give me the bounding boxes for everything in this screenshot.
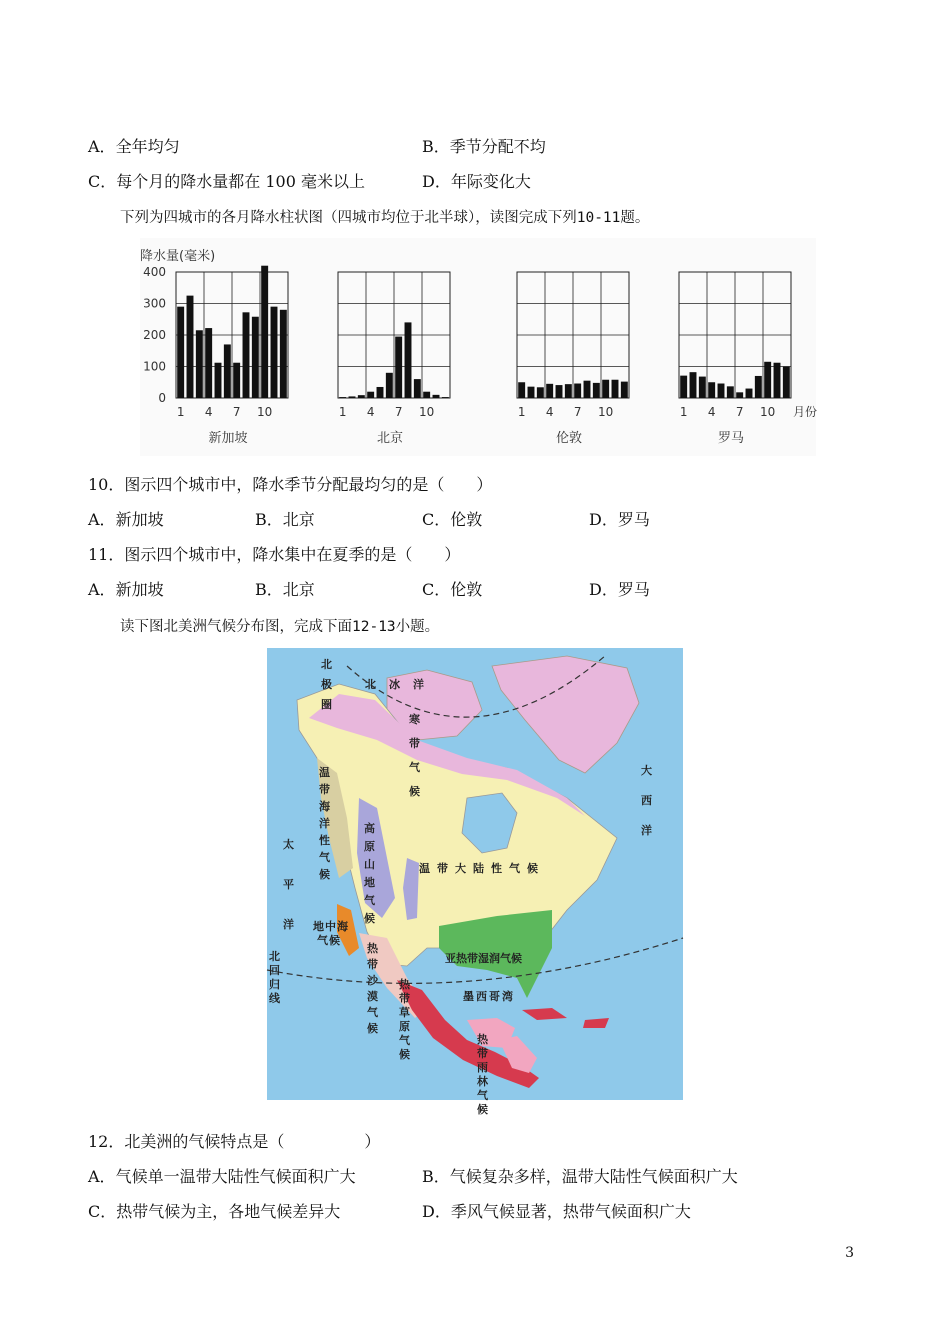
precip-bar bbox=[243, 312, 250, 398]
precip-bar bbox=[414, 379, 421, 398]
subtropical-climate-label: 润 bbox=[489, 952, 500, 965]
q12-stem: 12．北美洲的气候特点是（ ） bbox=[88, 1132, 381, 1151]
highland-climate-label: 山 bbox=[364, 858, 375, 871]
continental-climate-label: 大 bbox=[455, 862, 466, 875]
precip-bar bbox=[528, 387, 535, 398]
savanna-climate-label: 草 bbox=[399, 1006, 410, 1019]
option-text: 新加坡 bbox=[115, 580, 164, 599]
option-text: 季节分配不均 bbox=[449, 137, 546, 156]
option-label: D． bbox=[422, 172, 451, 191]
atlantic-ocean-label: 西 bbox=[641, 794, 652, 807]
precip-bar bbox=[680, 376, 687, 398]
savanna-climate-label: 原 bbox=[399, 1020, 410, 1033]
precip-bar bbox=[205, 328, 212, 398]
q11-stem: 11．图示四个城市中，降水集中在夏季的是（ ） bbox=[88, 545, 461, 564]
tropic-of-cancer-label: 线 bbox=[269, 992, 280, 1005]
y-tick-label: 0 bbox=[158, 391, 166, 405]
y-tick-label: 300 bbox=[143, 296, 166, 311]
polar-climate-label: 寒 bbox=[409, 713, 420, 726]
rainforest-climate-label: 雨 bbox=[477, 1061, 488, 1074]
q10-option-d[interactable] bbox=[589, 510, 650, 530]
marine-climate-label: 气 bbox=[319, 851, 330, 864]
marine-climate-label: 候 bbox=[319, 868, 330, 881]
city-name-label: 北京 bbox=[376, 431, 404, 446]
precip-bar bbox=[367, 392, 374, 398]
highland-climate-label: 高 bbox=[364, 822, 375, 835]
polar-climate-label: 候 bbox=[409, 785, 420, 798]
x-axis-unit: 月份 bbox=[793, 405, 818, 419]
precip-bar bbox=[718, 384, 725, 398]
x-tick-label: 10 bbox=[760, 405, 776, 419]
q11-option-c[interactable] bbox=[422, 580, 482, 600]
polar-climate-label: 气 bbox=[409, 761, 420, 774]
option-text: 季风气候显著，热带气候面积广大 bbox=[450, 1202, 691, 1221]
option-label: D． bbox=[589, 510, 618, 529]
mediterranean-climate-label: 海 bbox=[337, 920, 348, 933]
gulf-of-mexico-label: 湾 bbox=[502, 990, 513, 1003]
q11-option-b[interactable] bbox=[255, 580, 315, 600]
arctic-circle-label: 圈 bbox=[321, 698, 332, 711]
subtropical-climate-label: 候 bbox=[511, 952, 522, 965]
x-tick-label: 1 bbox=[338, 405, 347, 419]
precip-bar bbox=[574, 384, 581, 398]
city-name-label: 伦敦 bbox=[555, 431, 583, 446]
precip-bar bbox=[537, 387, 544, 398]
x-tick-label: 1 bbox=[176, 405, 185, 419]
precip-bar bbox=[746, 389, 753, 398]
mediterranean-climate-label: 地 bbox=[313, 920, 324, 933]
q10-option-b[interactable] bbox=[255, 510, 315, 530]
precip-bar bbox=[764, 362, 771, 398]
precip-bar bbox=[261, 266, 268, 398]
precip-bar bbox=[736, 392, 743, 398]
option-label: B． bbox=[422, 137, 450, 156]
city-name-label: 新加坡 bbox=[208, 431, 248, 446]
pacific-ocean-label: 洋 bbox=[283, 918, 294, 931]
option-label: B． bbox=[422, 1167, 450, 1186]
q12-option-d[interactable] bbox=[422, 1202, 691, 1222]
tropic-of-cancer-label: 回 bbox=[269, 964, 280, 977]
highland-climate-label: 候 bbox=[364, 912, 375, 925]
highland-climate-label: 原 bbox=[364, 840, 375, 853]
savanna-climate-label: 气 bbox=[399, 1034, 410, 1047]
q9-option-b[interactable] bbox=[422, 137, 546, 157]
q10-stem: 10．图示四个城市中，降水季节分配最均匀的是（ ） bbox=[88, 475, 493, 494]
precip-bar bbox=[196, 330, 203, 398]
option-label: B． bbox=[255, 580, 283, 599]
precip-bar bbox=[433, 395, 440, 398]
x-tick-label: 7 bbox=[232, 405, 241, 419]
marine-climate-label: 带 bbox=[319, 783, 330, 796]
precip-bar bbox=[727, 386, 734, 398]
precip-bar bbox=[565, 384, 572, 398]
desert-climate-label: 漠 bbox=[367, 990, 378, 1003]
x-tick-label: 4 bbox=[366, 405, 375, 419]
q9-option-c[interactable] bbox=[88, 172, 365, 192]
city-name-label: 罗马 bbox=[717, 431, 745, 446]
continental-climate-label: 带 bbox=[437, 862, 448, 875]
continental-climate-label: 陆 bbox=[473, 862, 484, 875]
precip-bar bbox=[377, 387, 384, 398]
x-tick-label: 1 bbox=[679, 405, 688, 419]
page-number: 3 bbox=[845, 1245, 854, 1261]
desert-climate-label: 热 bbox=[367, 942, 378, 955]
tropic-of-cancer-label: 北 bbox=[269, 950, 280, 963]
precip-bar bbox=[546, 384, 553, 398]
subtropical-climate-label: 热 bbox=[456, 952, 467, 965]
arctic-ocean-label: 冰 bbox=[389, 678, 400, 691]
atlantic-ocean-label: 洋 bbox=[641, 824, 652, 837]
north-america-climate-map bbox=[267, 648, 683, 1116]
x-tick-label: 10 bbox=[598, 405, 614, 419]
precip-bar bbox=[593, 383, 600, 398]
rainforest-climate-label: 带 bbox=[477, 1047, 488, 1060]
tropic-of-cancer-label: 归 bbox=[269, 978, 280, 991]
highland-climate-label: 地 bbox=[364, 876, 375, 889]
x-tick-label: 7 bbox=[573, 405, 582, 419]
subtropical-climate-label: 带 bbox=[467, 952, 478, 965]
precip-bar bbox=[252, 317, 259, 398]
desert-climate-label: 候 bbox=[367, 1022, 378, 1035]
option-label: D． bbox=[422, 1202, 451, 1221]
option-label: C． bbox=[422, 580, 451, 599]
pacific-ocean-label: 太 bbox=[283, 838, 294, 851]
option-text: 全年均匀 bbox=[115, 137, 180, 156]
continental-climate-label: 温 bbox=[419, 862, 430, 875]
marine-climate-label: 性 bbox=[319, 834, 330, 847]
precip-bar bbox=[423, 392, 430, 398]
polar-climate-label: 带 bbox=[409, 737, 420, 750]
q9-option-a[interactable] bbox=[88, 137, 180, 157]
climate-map-svg bbox=[267, 648, 683, 1116]
precip-bar bbox=[271, 307, 278, 398]
option-label: B． bbox=[255, 510, 283, 529]
x-tick-label: 1 bbox=[517, 405, 526, 419]
x-tick-label: 7 bbox=[394, 405, 403, 419]
mediterranean-climate-label: 气 bbox=[317, 934, 328, 947]
y-axis-label: 降水量(毫米) bbox=[140, 249, 216, 264]
x-tick-label: 4 bbox=[204, 405, 213, 419]
mediterranean-climate-label: 候 bbox=[329, 934, 340, 947]
savanna-climate-label: 热 bbox=[399, 978, 410, 991]
option-text: 气候复杂多样，温带大陆性气候面积广大 bbox=[449, 1167, 738, 1186]
gulf-of-mexico-label: 哥 bbox=[489, 990, 500, 1003]
option-text: 罗马 bbox=[617, 510, 650, 529]
arctic-circle-label: 北 bbox=[321, 658, 332, 671]
q10-option-c[interactable] bbox=[422, 510, 482, 530]
q11-option-a[interactable] bbox=[88, 580, 164, 600]
rainforest-climate-label: 气 bbox=[477, 1089, 488, 1102]
option-text: 北京 bbox=[282, 510, 315, 529]
precip-bar bbox=[602, 380, 609, 398]
y-tick-label: 200 bbox=[143, 328, 166, 342]
precip-bar bbox=[349, 396, 356, 398]
option-text: 伦敦 bbox=[450, 510, 483, 529]
precip-bar bbox=[339, 397, 346, 398]
precip-bar bbox=[774, 363, 781, 398]
precip-bar bbox=[755, 376, 762, 398]
q12-option-a[interactable] bbox=[88, 1167, 356, 1187]
option-label: D． bbox=[589, 580, 618, 599]
x-tick-label: 10 bbox=[257, 405, 273, 419]
precip-bar bbox=[783, 367, 790, 399]
x-tick-label: 7 bbox=[735, 405, 744, 419]
precip-bar bbox=[187, 296, 194, 398]
precip-bar bbox=[556, 385, 563, 398]
x-tick-label: 4 bbox=[545, 405, 554, 419]
desert-climate-label: 气 bbox=[367, 1006, 378, 1019]
savanna-climate-label: 带 bbox=[399, 992, 410, 1005]
mediterranean-climate-label: 中 bbox=[325, 920, 336, 933]
arctic-ocean-label: 洋 bbox=[413, 678, 424, 691]
q12-option-b[interactable] bbox=[422, 1167, 738, 1187]
option-label: C． bbox=[422, 510, 451, 529]
option-label: A． bbox=[88, 580, 116, 599]
q10-option-a[interactable] bbox=[88, 510, 164, 530]
precip-bar bbox=[280, 310, 287, 398]
subtropical-climate-label: 亚 bbox=[445, 952, 456, 965]
x-tick-label: 4 bbox=[707, 405, 716, 419]
subtropical-climate-label: 湿 bbox=[478, 952, 489, 965]
marine-climate-label: 海 bbox=[319, 800, 330, 813]
option-text: 每个月的降水量都在 100 毫米以上 bbox=[116, 172, 365, 191]
precip-bar bbox=[708, 382, 715, 398]
continental-climate-label: 气 bbox=[509, 862, 520, 875]
option-label: C． bbox=[88, 1202, 117, 1221]
option-text: 新加坡 bbox=[115, 510, 164, 529]
arctic-ocean-label: 北 bbox=[365, 678, 376, 691]
option-text: 北京 bbox=[282, 580, 315, 599]
option-text: 年际变化大 bbox=[450, 172, 531, 191]
q11-option-d[interactable] bbox=[589, 580, 650, 600]
precip-bar bbox=[215, 363, 222, 398]
marine-climate-label: 洋 bbox=[319, 817, 330, 830]
rainforest-climate-label: 林 bbox=[477, 1075, 488, 1088]
gulf-of-mexico-label: 西 bbox=[476, 990, 487, 1003]
q9-option-d[interactable] bbox=[422, 172, 531, 192]
subtropical-climate-label: 气 bbox=[500, 952, 511, 965]
option-text: 罗马 bbox=[617, 580, 650, 599]
option-text: 气候单一温带大陆性气候面积广大 bbox=[115, 1167, 356, 1186]
desert-climate-label: 沙 bbox=[367, 974, 378, 987]
option-text: 热带气候为主，各地气候差异大 bbox=[116, 1202, 341, 1221]
precip-bar bbox=[518, 382, 525, 398]
y-tick-label: 100 bbox=[143, 359, 166, 374]
desert-climate-label: 带 bbox=[367, 958, 378, 971]
option-label: A． bbox=[88, 137, 116, 156]
intro-12-13: 读下图北美洲气候分布图，完成下面12-13小题。 bbox=[120, 619, 440, 635]
precip-bar bbox=[405, 322, 412, 398]
q12-option-c[interactable] bbox=[88, 1202, 340, 1222]
precip-bar bbox=[442, 397, 449, 398]
marine-climate-label: 温 bbox=[319, 766, 330, 779]
pacific-ocean-label: 平 bbox=[283, 878, 294, 891]
precip-bar bbox=[386, 373, 393, 398]
precipitation-charts bbox=[140, 238, 816, 456]
precip-bar bbox=[690, 372, 697, 398]
precip-bar bbox=[358, 395, 365, 398]
rainforest-climate-label: 候 bbox=[477, 1103, 488, 1116]
precipitation-chart-svg bbox=[140, 238, 816, 456]
x-tick-label: 10 bbox=[419, 405, 435, 419]
rainforest-climate-label: 热 bbox=[477, 1033, 488, 1046]
precip-bar bbox=[612, 380, 619, 398]
intro-10-11: 下列为四城市的各月降水柱状图（四城市均位于北半球），读图完成下列10-11题。 bbox=[120, 210, 650, 226]
highland-climate-label: 气 bbox=[364, 894, 375, 907]
precip-bar bbox=[233, 363, 240, 398]
savanna-climate-label: 候 bbox=[399, 1048, 410, 1061]
y-tick-label: 400 bbox=[143, 265, 166, 279]
arctic-circle-label: 极 bbox=[321, 678, 332, 691]
option-label: C． bbox=[88, 172, 117, 191]
option-label: A． bbox=[88, 510, 116, 529]
continental-climate-label: 性 bbox=[491, 862, 502, 875]
precip-bar bbox=[395, 337, 402, 398]
precip-bar bbox=[177, 307, 184, 398]
gulf-of-mexico-label: 墨 bbox=[463, 990, 474, 1003]
option-label: A． bbox=[88, 1167, 116, 1186]
continental-climate-label: 候 bbox=[527, 862, 538, 875]
precip-bar bbox=[584, 381, 591, 398]
precip-bar bbox=[699, 377, 706, 398]
option-text: 伦敦 bbox=[450, 580, 483, 599]
precip-bar bbox=[224, 344, 231, 398]
atlantic-ocean-label: 大 bbox=[641, 764, 652, 777]
precip-bar bbox=[621, 382, 628, 398]
